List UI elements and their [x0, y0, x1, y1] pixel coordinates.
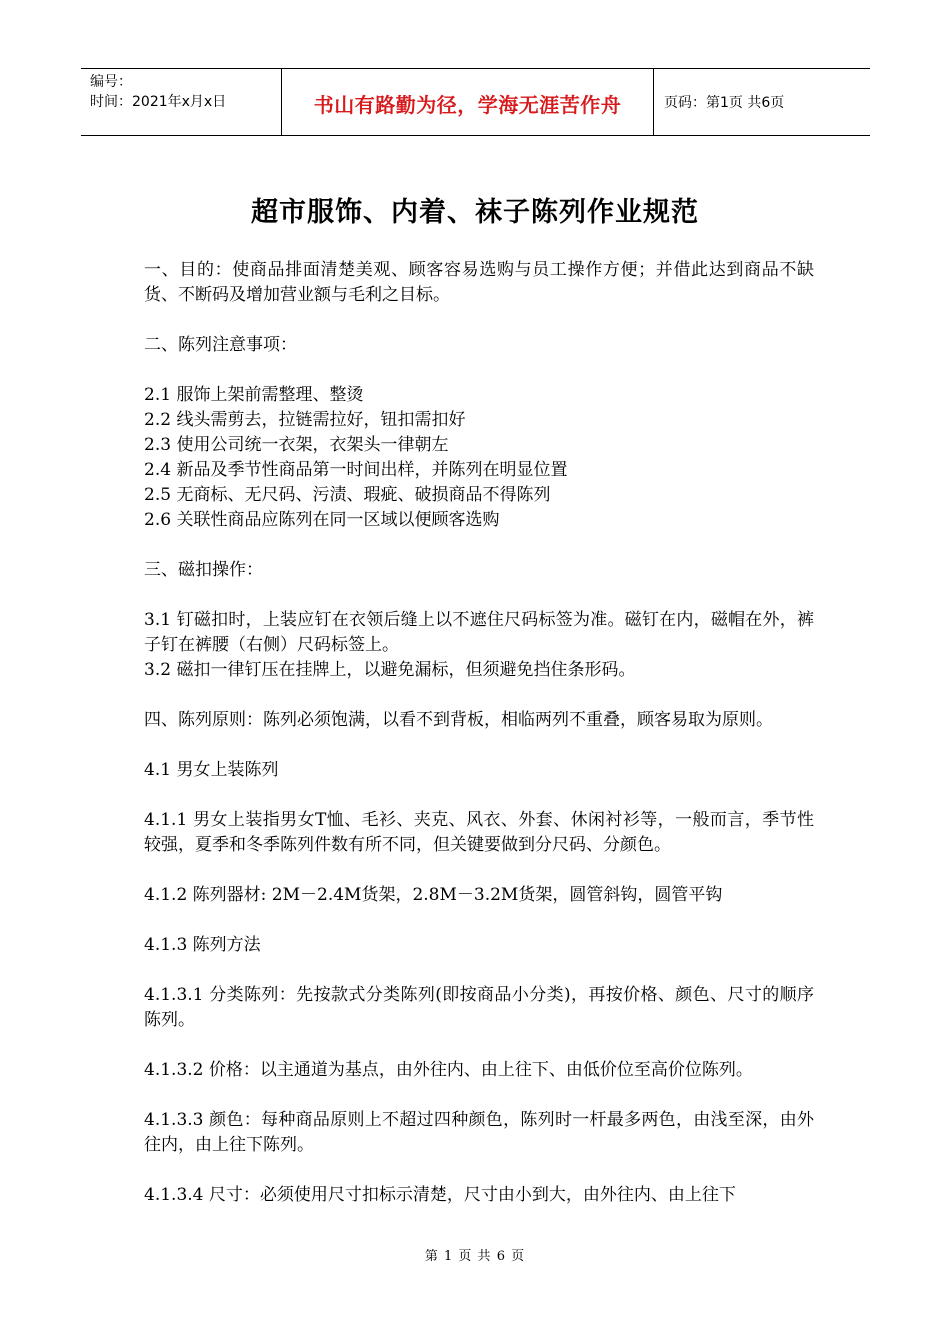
list-item: 4.1.3.1 分类陈列：先按款式分类陈列(即按商品小分类)，再按价格、颜色、尺寸的顺序陈列。 [144, 985, 814, 1030]
header-meta [81, 69, 282, 135]
list-item: 4.1.3.4 尺寸：必须使用尺寸扣标示清楚，尺寸由小到大，由外往内、由上往下 [144, 1185, 736, 1205]
section-heading-display-principle: 四、陈列原则：陈列必须饱满，以看不到背板，相临两列不重叠，顾客易取为原则。 [144, 710, 773, 730]
section-heading-display-notes: 二、陈列注意事项： [144, 335, 297, 355]
list-item: 2.4 新品及季节性商品第一时间出样，并陈列在明显位置 [144, 460, 568, 480]
subsection-heading: 4.1.3 陈列方法 [144, 935, 261, 955]
header-motto: 书山有路勤为径，学海无涯苦作舟 [313, 92, 622, 117]
list-item: 2.5 无商标、无尺码、污渍、瑕疵、破损商品不得陈列 [144, 485, 551, 505]
list-item: 4.1.2 陈列器材: 2M－2.4M货架，2.8M－3.2M货架，圆管斜钩，圆管平钩 [144, 885, 723, 905]
list-item: 4.1.3.2 价格：以主通道为基点，由外往内、由上往下、由低价位至高价位陈列。 [144, 1060, 753, 1080]
page-footer: 第 1 页 共 6 页 [424, 1249, 526, 1264]
header-table [81, 68, 870, 136]
list-item: 3.2 磁扣一律钉压在挂牌上，以避免漏标，但须避免挡住条形码。 [144, 660, 636, 680]
section-heading-magnetic-tag: 三、磁扣操作： [144, 560, 263, 580]
list-item: 2.6 关联性商品应陈列在同一区域以便顾客选购 [144, 510, 500, 530]
list-item: 3.1 钉磁扣时，上装应钉在衣领后缝上以不遮住尺码标签为准。磁钉在内，磁帽在外，裤子钉在裤腰（右侧）尺码标签上。 [144, 610, 814, 655]
list-item: 4.1.1 男女上装指男女T恤、毛衫、夹克、风衣、外套、休闲衬衫等，一般而言，季节性较强，夏季和冬季陈列件数有所不同，但关键要做到分尺码、分颜色。 [144, 810, 814, 855]
header-page-info: 页码：第1页 共6页 [664, 95, 785, 111]
document-body [144, 258, 814, 1208]
paragraph-purpose: 一、目的：使商品排面清楚美观、顾客容易选购与员工操作方便；并借此达到商品不缺货、不断码及增加营业额与毛利之目标。 [144, 260, 814, 305]
list-item: 2.1 服饰上架前需整理、整烫 [144, 385, 364, 405]
list-item: 4.1.3.3 颜色：每种商品原则上不超过四种颜色，陈列时一杆最多两色，由浅至深，由外往内，由上往下陈列。 [144, 1110, 814, 1155]
document-number-label: 编号： [90, 74, 132, 90]
document-time-label: 时间：2021年x月x日 [90, 94, 227, 110]
document-title: 超市服饰、内着、袜子陈列作业规范 [251, 197, 699, 228]
subsection-heading: 4.1 男女上装陈列 [144, 760, 279, 780]
header-motto-cell [282, 69, 654, 135]
list-item: 2.2 线头需剪去，拉链需拉好，钮扣需扣好 [144, 410, 466, 430]
list-item: 2.3 使用公司统一衣架，衣架头一律朝左 [144, 435, 449, 455]
